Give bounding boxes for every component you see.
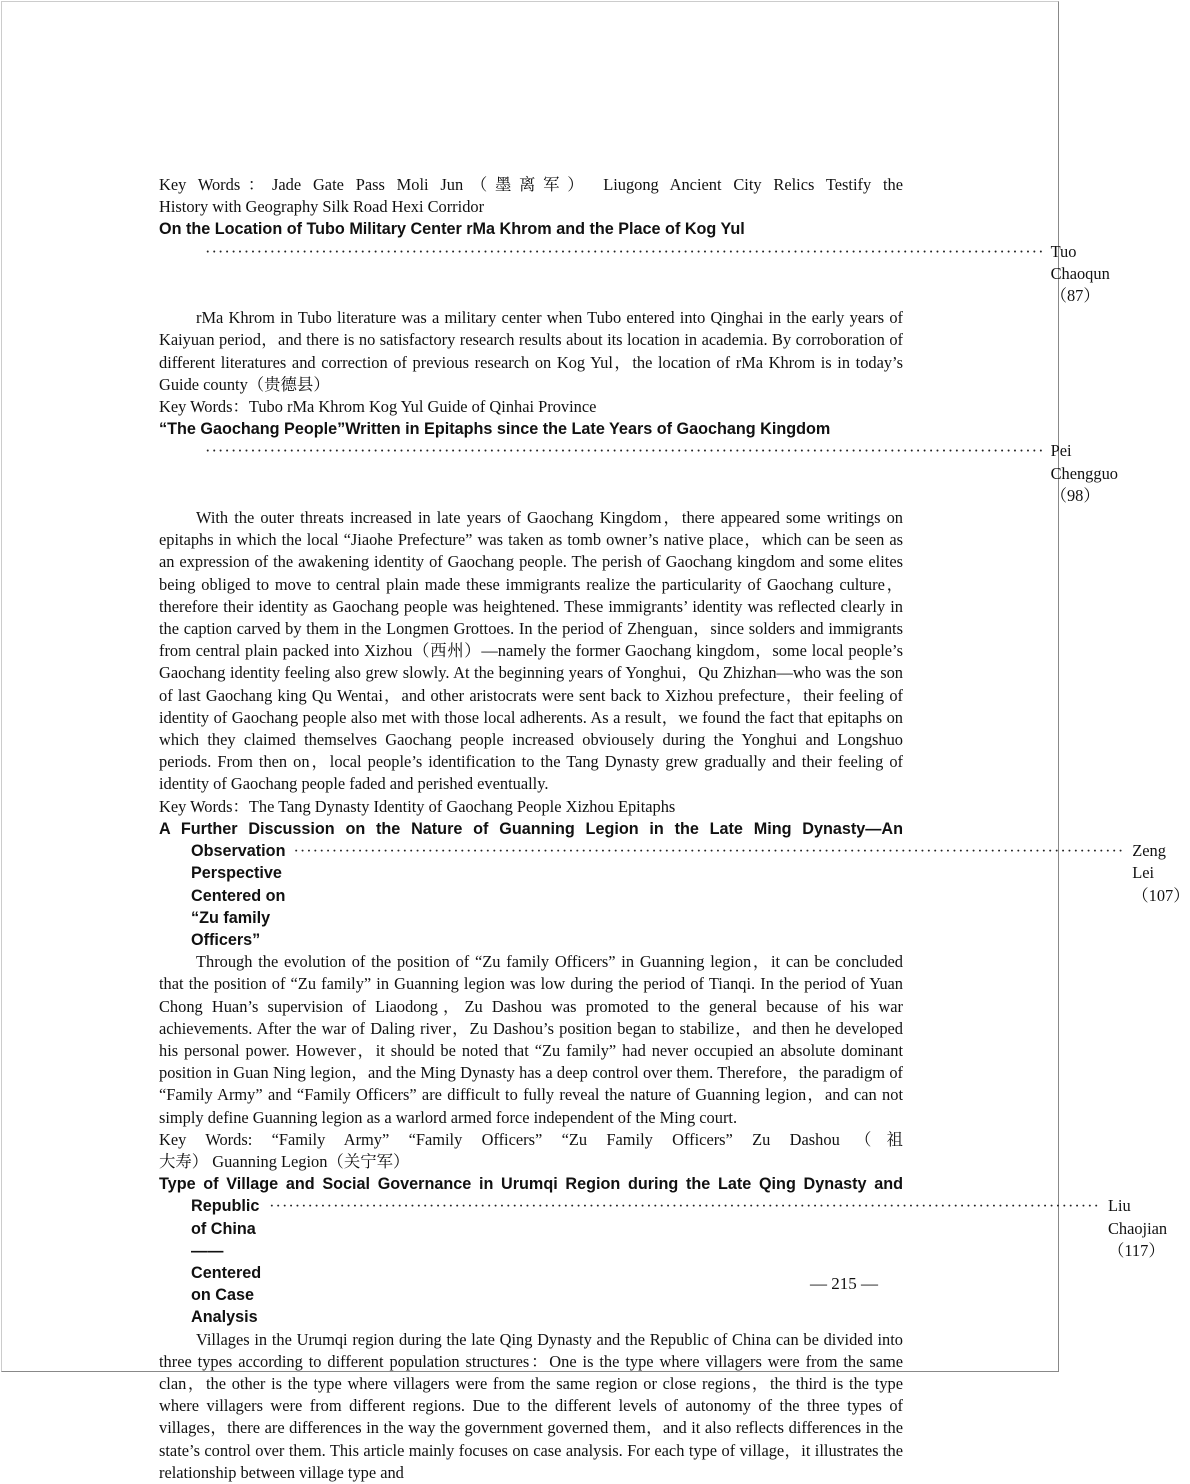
author-zeng: Zeng Lei（107）	[1132, 841, 1190, 905]
abstract-pei: With the outer threats increased in late years of Gaochang Kingdom，there appeared some writings on epitaphs in which the local “Jiaohe Prefecture” was taken as tomb owner’s native place，which can be seen as an expression of the awakening identity of Gaochang people. The perish of Gaochang kingdom and some elites being obliged to move to central plain made these immigrants realize the particularity of Gaochang culture，therefore their identity as Gaochang people was heightened. These immigrants’ identity was reflected clearly in the caption carved by them in the Longmen Grottoes. In the period of Zhenguan，since solders and immigrants from central plain packed into Xizhou（西州）—namely the former Gaochang kingdom，some local people’s Gaochang identity feeling also grew slowly. At the beginning years of Yonghui，Qu Zhizhan—who was the son of last Gaochang king Qu Wentai，and other aristocrats were sent back to Xizhou prefecture，their feeling of identity of Gaochang people also met with those local adherents. As a result，we found the fact that epitaphs on which they claimed themselves Gaochang people increased obviousely during the Yonghui and Longshuo periods. From then on，local people’s identification to the Tang Dynasty grew gradually and their feeling of identity of Gaochang people faded and perished eventually.	[159, 508, 903, 794]
title-liu-part2: Republic of China——Centered on Case Analysis	[191, 1197, 262, 1327]
keywords-section1-line1: Key Words：Jade Gate Pass Moli Jun（墨离军） Liugong Ancient City Relics Testify the	[159, 175, 903, 194]
article-title-liu-line1: Type of Village and Social Governance in Urumqi Region during the Late Qing Dynasty and	[159, 1175, 903, 1194]
page-content	[159, 174, 1190, 1484]
byline-pei	[159, 440, 1118, 507]
keywords-pei: Key Words：The Tang Dynasty Identity of Gaochang People Xizhou Epitaphs	[159, 796, 676, 816]
keywords-zeng-line1: Key Words: “Family Army” “Family Officers” “Zu Family Officers” Zu Dashou（祖	[159, 1129, 903, 1149]
article-title-liu-line2	[159, 1195, 1168, 1328]
article-title-zeng-line1: A Further Discussion on the Nature of Guanning Legion in the Late Ming Dynasty—An	[159, 819, 903, 838]
keywords-zeng-line2: 大寿） Guanning Legion（关宁军）	[159, 1151, 410, 1171]
abstract-tuo: rMa Khrom in Tubo literature was a military center when Tubo entered into Qinghai in the early years of Kaiyuan period，and there is no satisfactory research results about its location in academia. By corroboration of different literatures and correction of previous research on Kog Yul，the location of rMa Khrom is in today’s Guide county（贵德县）	[159, 308, 903, 394]
leader-dots: ··································································································································	[205, 241, 1045, 261]
title-zeng-part2: Observation Perspective Centered on “Zu family Officers”	[191, 842, 286, 949]
author-liu: Liu Chaojian（117）	[1107, 1196, 1168, 1260]
article-title-tuo: On the Location of Tubo Military Center rMa Khrom and the Place of Kog Yul	[159, 220, 745, 239]
leader-dots: ··································································································································	[205, 441, 1045, 461]
article-title-pei: “The Gaochang People”Written in Epitaphs since the Late Years of Gaochang Kingdom	[159, 420, 831, 439]
author-pei: Pei Chengguo（98）	[1050, 441, 1118, 505]
author-tuo: Tuo Chaoqun（87）	[1050, 241, 1110, 306]
page-number: — 215 —	[810, 1274, 878, 1293]
abstract-liu: Villages in the Urumqi region during the late Qing Dynasty and the Republic of China can be divided into three types according to different population structures：One is the type where villagers were from the same clan，the other is the type where villagers were from the same region or close regions，the third is the type where villagers were from different regions. Due to the different levels of autonomy of the three types of villages，there are differences in the way the government governed them，and it also reflects differences in the state’s control over them. This article mainly focuses on case analysis. For each type of village，it illustrates the relationship between village type and	[159, 1329, 903, 1482]
keywords-tuo: Key Words：Tubo rMa Khrom Kog Yul Guide of Qinhai Province	[159, 397, 597, 417]
article-title-zeng-line2	[159, 840, 1190, 951]
keywords-section1-line2: History with Geography Silk Road Hexi Corridor	[159, 197, 485, 217]
abstract-zeng: Through the evolution of the position of “Zu family Officers” in Guanning legion，it can be concluded that the position of “Zu family” in Guanning legion was low during the period of Tianqi. In the period of Yuan Chong Huan’s supervision of Liaodong，Zu Dashou was promoted to the general because of his war achievements. After the war of Daling river，Zu Dashou’s position began to stabilize，and then he developed his personal power. However，it should be noted that “Zu family” had never occupied an absolute dominant position in Guan Ning legion，and the Ming Dynasty has a deep control over them. Therefore，the paradigm of “Family Army” and “Family Officers” are difficult to fully reveal the nature of Guanning legion，and can not simply define Guanning legion as a warlord armed force independent of the Ming court.	[159, 952, 903, 1127]
leader-dots: ··································································································································	[269, 1197, 1100, 1216]
leader-dots: ··································································································································	[293, 842, 1125, 861]
byline-tuo	[159, 241, 1110, 308]
